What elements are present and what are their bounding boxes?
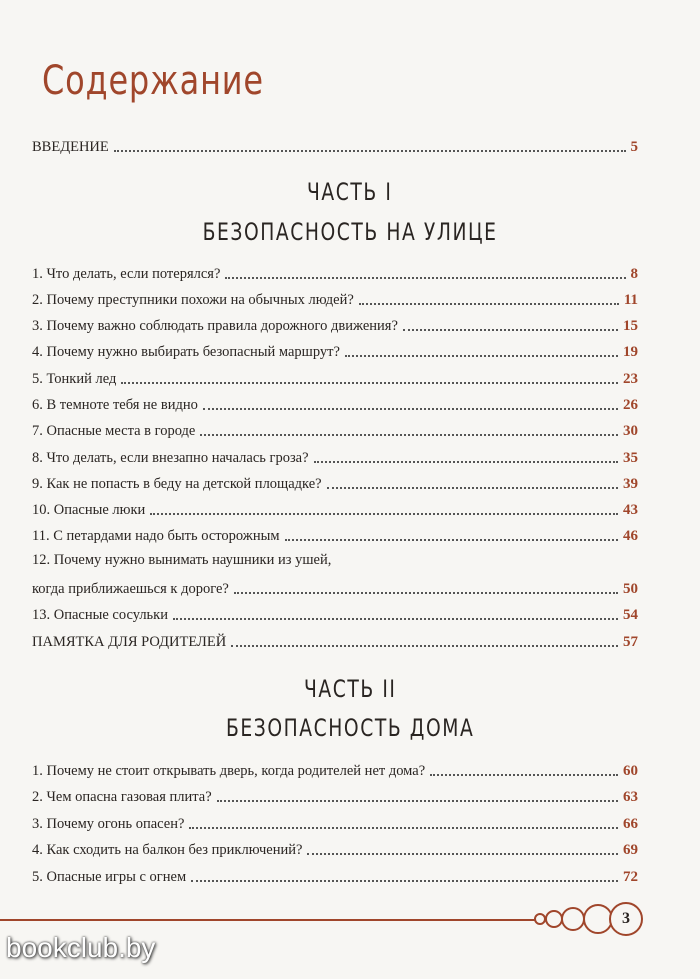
dot-leader (430, 773, 618, 776)
part1-heading-number: ЧАСТЬ I (307, 178, 393, 206)
dot-leader (200, 433, 618, 436)
toc-item[interactable] (32, 471, 638, 493)
dot-leader (203, 407, 618, 410)
dot-leader (114, 149, 626, 152)
toc-item-label: 5. Тонкий лед (32, 371, 117, 387)
part2-heading-title: БЕЗОПАСНОСТЬ ДОМА (225, 714, 475, 742)
dot-leader (307, 852, 618, 855)
toc-item-page: 19 (623, 344, 638, 360)
toc-item[interactable] (32, 287, 638, 309)
toc-item-intro[interactable] (32, 134, 638, 156)
dot-leader (314, 460, 618, 463)
decor-circle-icon (561, 907, 585, 931)
dot-leader (173, 617, 618, 620)
dot-leader (191, 879, 618, 882)
toc-item[interactable] (32, 339, 638, 361)
toc-item-parents-memo[interactable] (32, 629, 638, 651)
toc-item[interactable] (32, 576, 638, 598)
dot-leader (150, 512, 618, 515)
toc-item-page: 26 (623, 397, 638, 413)
toc-item[interactable] (32, 523, 638, 545)
toc-item-label-line1[interactable]: 12. Почему нужно вынимать наушники из ушей, (32, 552, 332, 568)
dot-leader (345, 354, 618, 357)
toc-item-page: 30 (623, 423, 638, 439)
dot-leader (359, 302, 619, 305)
toc-item-page: 60 (623, 763, 638, 779)
toc-item-label: 3. Почему огонь опасен? (32, 816, 185, 832)
toc-item-label: 6. В темноте тебя не видно (32, 397, 198, 413)
toc-item[interactable] (32, 366, 638, 388)
watermark: bookclub.by (6, 932, 156, 963)
toc-item-label: 4. Как сходить на балкон без приключений? (32, 842, 303, 858)
part1-heading-title: БЕЗОПАСНОСТЬ НА УЛИЦЕ (202, 218, 498, 246)
toc-item-page: 54 (623, 607, 638, 623)
toc-item-label: ПАМЯТКА ДЛЯ РОДИТЕЛЕЙ (32, 634, 227, 650)
dot-leader (403, 328, 618, 331)
toc-item-label: 13. Опасные сосульки (32, 607, 168, 623)
toc-item-page: 57 (623, 634, 638, 650)
toc-item[interactable] (32, 602, 638, 624)
toc-item[interactable] (32, 313, 638, 335)
toc-item-page: 8 (630, 266, 638, 282)
part2-heading-number: ЧАСТЬ II (303, 675, 397, 703)
toc-item[interactable] (32, 784, 638, 806)
toc-item-page: 46 (623, 528, 638, 544)
toc-item[interactable] (32, 864, 638, 886)
toc-item[interactable] (32, 261, 638, 283)
toc-item-label: 4. Почему нужно выбирать безопасный маршрут? (32, 344, 340, 360)
toc-item-label: 1. Что делать, если потерялся? (32, 266, 221, 282)
toc-item[interactable] (32, 837, 638, 859)
toc-item-page: 43 (623, 502, 638, 518)
toc-item-page: 63 (623, 789, 638, 805)
toc-item[interactable] (32, 811, 638, 833)
dot-leader (217, 799, 618, 802)
toc-item-page: 35 (623, 450, 638, 466)
toc-item-label: 5. Опасные игры с огнем (32, 869, 187, 885)
toc-item-label: 11. С петардами надо быть осторожным (32, 528, 280, 544)
toc-item-label: 1. Почему не стоит открывать дверь, когда родителей нет дома? (32, 763, 426, 779)
toc-item[interactable] (32, 445, 638, 467)
toc-item-label: 3. Почему важно соблюдать правила дорожного движения? (32, 318, 398, 334)
toc-item-page: 39 (623, 476, 638, 492)
toc-item-label: 9. Как не попасть в беду на детской площадке? (32, 476, 322, 492)
toc-item-page: 11 (623, 292, 638, 308)
toc-item-label: ВВЕДЕНИЕ (32, 139, 109, 155)
toc-item-page: 66 (623, 816, 638, 832)
toc-item-label: 7. Опасные места в городе (32, 423, 196, 439)
toc-item-page: 15 (623, 318, 638, 334)
toc-item-label: 2. Почему преступники похожи на обычных людей? (32, 292, 354, 308)
toc-item-page: 5 (630, 139, 638, 155)
dot-leader (231, 644, 618, 647)
toc-item-label: 8. Что делать, если внезапно началась гроза? (32, 450, 309, 466)
dot-leader (225, 276, 625, 279)
dot-leader (285, 538, 618, 541)
toc-item-label: когда приближаешься к дороге? (32, 581, 229, 597)
dot-leader (121, 381, 618, 384)
page-number: 3 (622, 910, 630, 927)
toc-item[interactable] (32, 418, 638, 440)
toc-item-label: 2. Чем опасна газовая плита? (32, 789, 212, 805)
toc-item[interactable] (32, 392, 638, 414)
page-title: Содержание (42, 58, 264, 104)
toc-item-page: 23 (623, 371, 638, 387)
toc-item-label: 10. Опасные люки (32, 502, 146, 518)
toc-item-page: 50 (623, 581, 638, 597)
dot-leader (234, 591, 618, 594)
toc-item-page: 69 (623, 842, 638, 858)
toc-item[interactable] (32, 758, 638, 780)
toc-item-page: 72 (623, 869, 638, 885)
toc-item[interactable] (32, 497, 638, 519)
dot-leader (189, 826, 618, 829)
dot-leader (327, 486, 618, 489)
footer-rule (0, 919, 540, 921)
